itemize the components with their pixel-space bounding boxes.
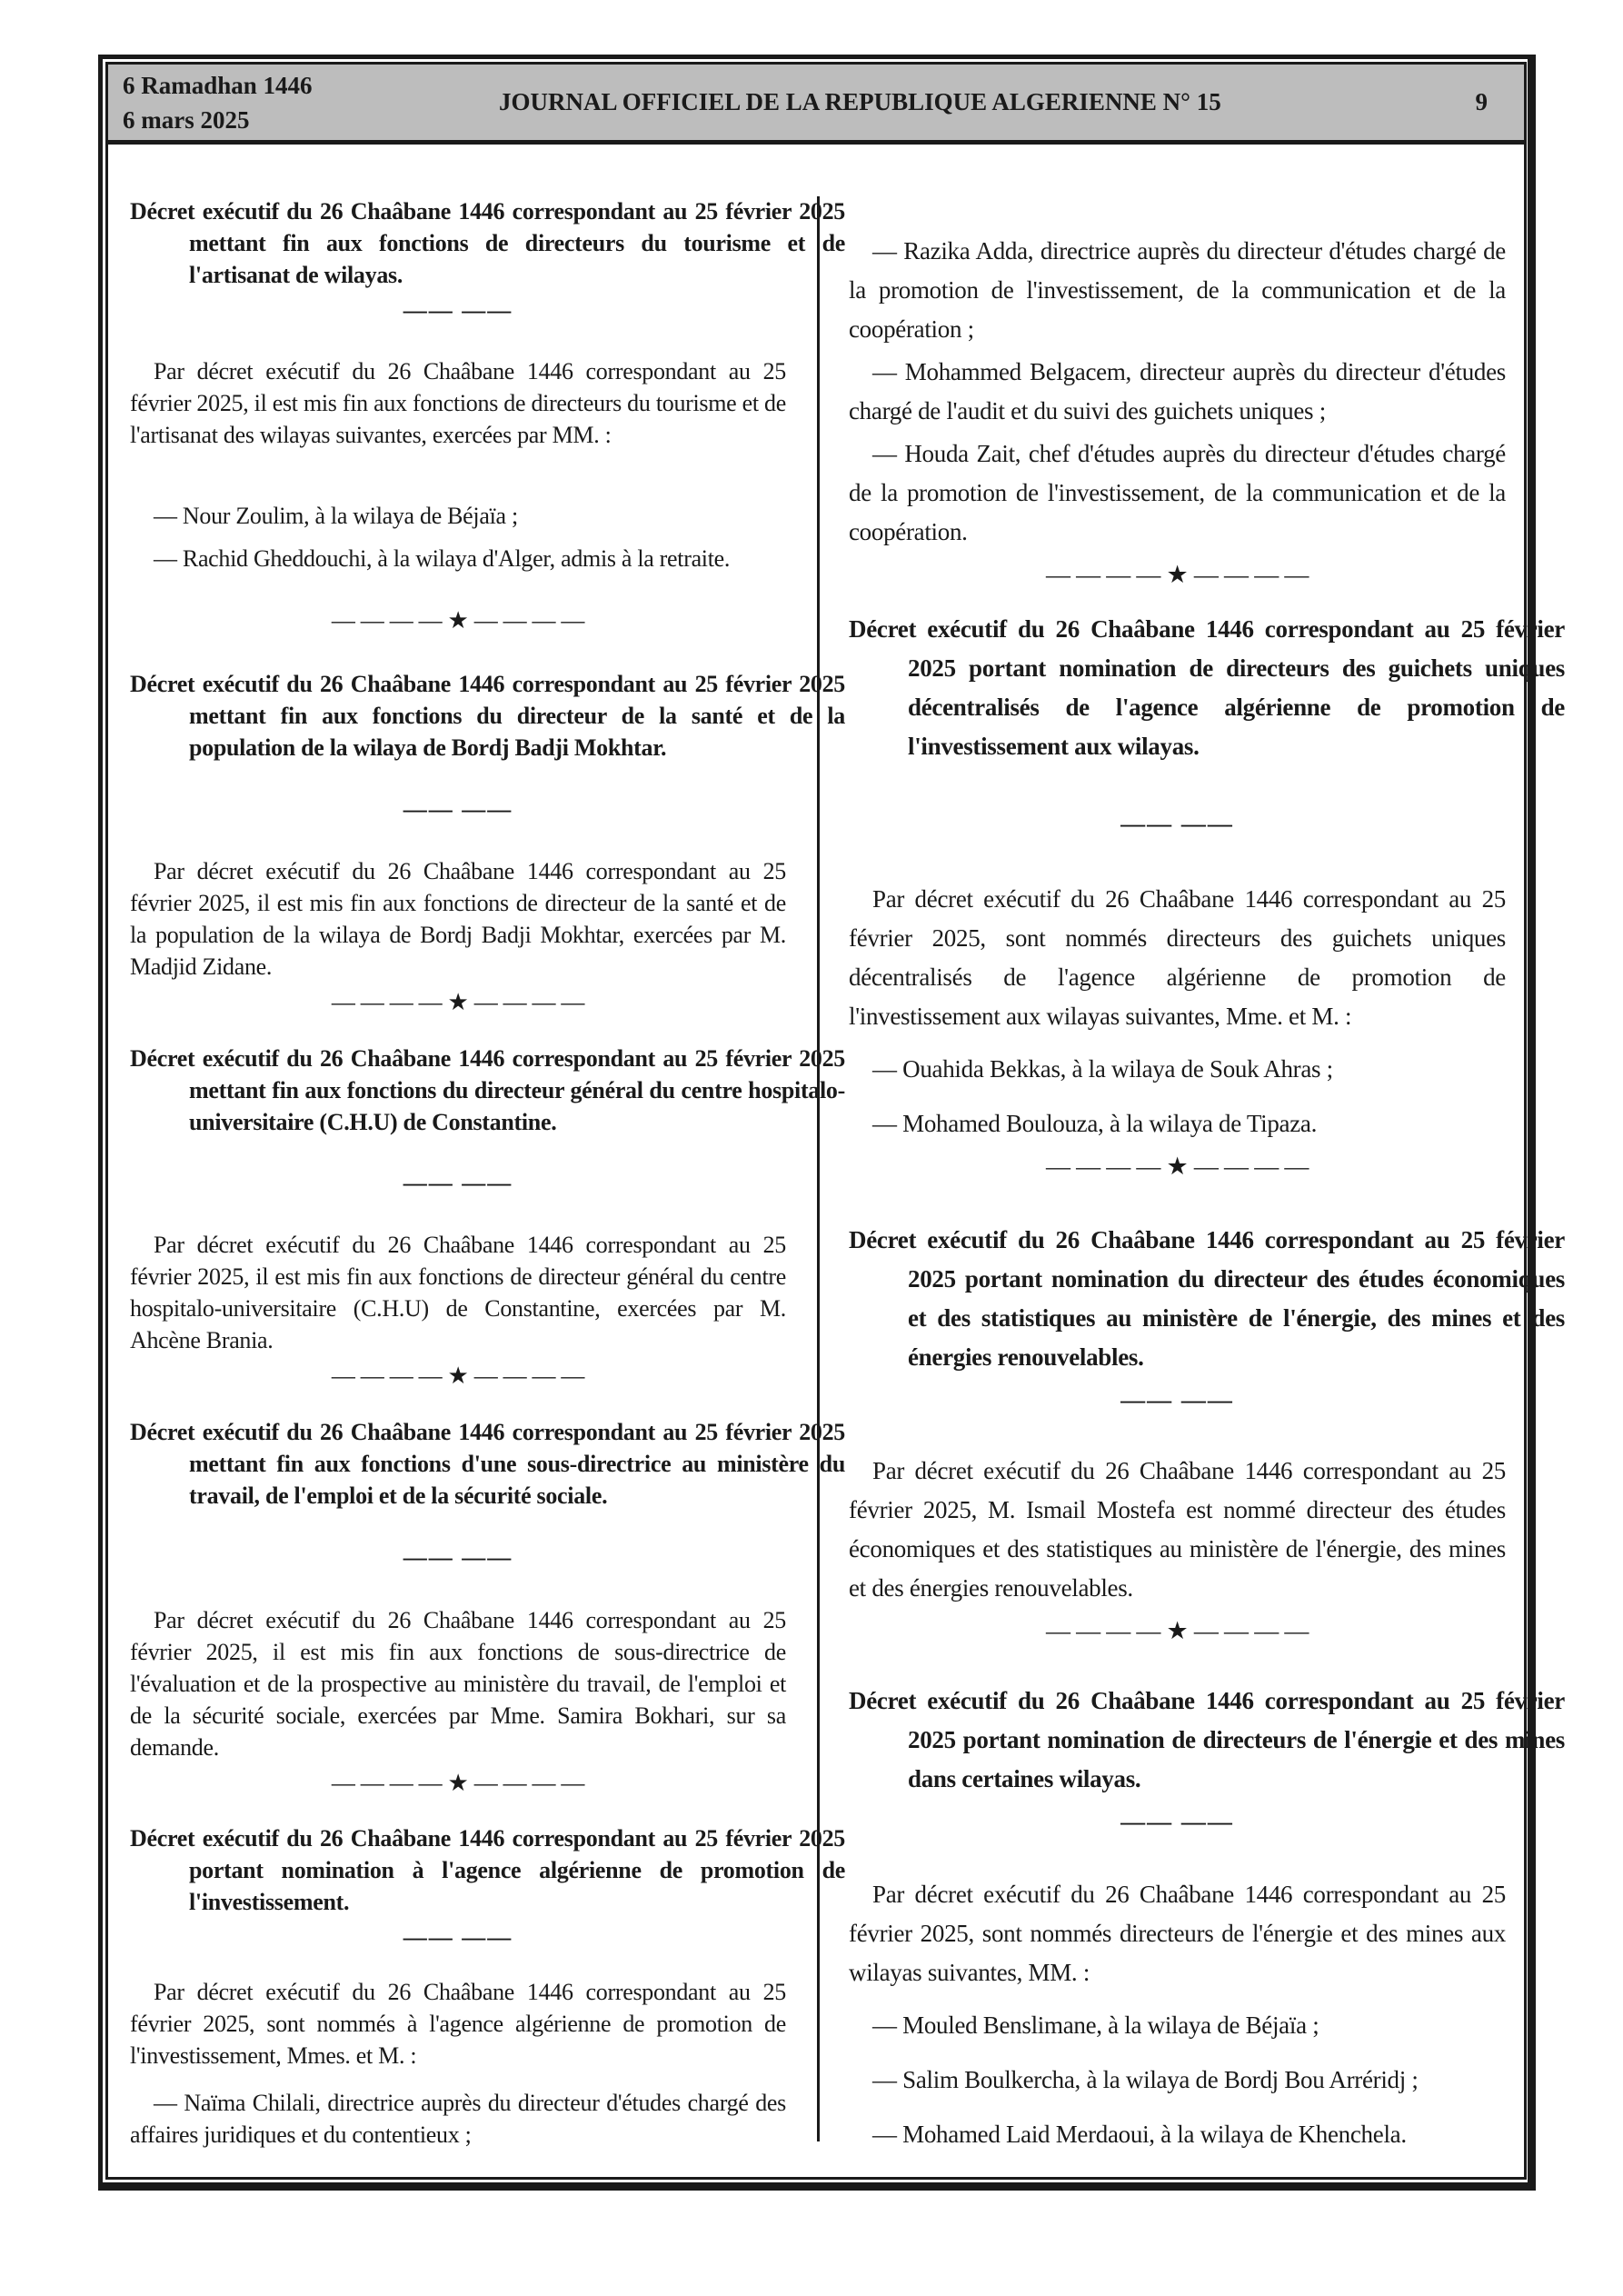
- star-separator: — — — — ★ — — — —: [331, 607, 585, 634]
- decree-paragraph: Par décret exécutif du 26 Chaâbane 1446 correspondant au 25 février 2025, sont nommés directeurs des guichets uniques décentralisés de l'agence algérienne de promotion de l'investissement aux wilayas suivantes, Mme. et M. :: [849, 885, 1506, 1030]
- star-separator: — — — — ★ — — — —: [331, 1770, 585, 1796]
- decree-paragraph: Par décret exécutif du 26 Chaâbane 1446 correspondant au 25 février 2025, il est mis fin aux fonctions de directeur général du centre hospitalo-universitaire (C.H.U) de Constantine, exercées par M. Ahcène Brania.: [130, 1232, 786, 1353]
- title-underline-dashes: —— ——: [403, 297, 513, 324]
- decree-paragraph: Par décret exécutif du 26 Chaâbane 1446 correspondant au 25 février 2025, il est mis fin aux fonctions de sous-directrice de l'évaluation et de la prospective au ministère du travail, de l'emploi et de la sécurité sociale, exercées par Mme. Samira Bokhari, sur sa demande.: [130, 1607, 786, 1761]
- decree-paragraph: Par décret exécutif du 26 Chaâbane 1446 correspondant au 25 février 2025, sont nommés directeurs de l'énergie et des mines aux wilayas suivantes, MM. :: [849, 1881, 1506, 1986]
- title-underline-dashes: —— ——: [1120, 1386, 1234, 1413]
- decree-list-item: — Razika Adda, directrice auprès du directeur d'études chargé de la promotion de l'investissement, de la communication et de la coopération ;: [849, 237, 1506, 343]
- decree-list-item: — Nour Zoulim, à la wilaya de Béjaïa ;: [154, 503, 518, 529]
- star-separator: — — — — ★ — — — —: [1045, 561, 1309, 588]
- title-underline-dashes: —— ——: [403, 1924, 513, 1951]
- decree-title: Décret exécutif du 26 Chaâbane 1446 correspondant au 25 février 2025 portant nomination de directeurs des guichets uniques décentralisés de l'agence algérienne de promotion de l'investissement aux wilayas.: [849, 615, 1565, 760]
- journal-title: JOURNAL OFFICIEL DE LA REPUBLIQUE ALGERIENNE N° 15: [499, 88, 1221, 115]
- star-separator: — — — — ★ — — — —: [331, 989, 585, 1015]
- decree-list-item: — Mouled Benslimane, à la wilaya de Béjaïa ;: [872, 2011, 1319, 2039]
- decree-list-item: — Naïma Chilali, directrice auprès du directeur d'études chargé des affaires juridiques et du contentieux ;: [130, 2090, 786, 2148]
- decree-title: Décret exécutif du 26 Chaâbane 1446 correspondant au 25 février 2025 portant nomination de directeurs de l'énergie et des mines dans certaines wilayas.: [849, 1687, 1565, 1792]
- title-underline-dashes: —— ——: [1120, 810, 1234, 837]
- star-separator: — — — — ★ — — — —: [1045, 1617, 1309, 1644]
- title-underline-dashes: —— ——: [403, 1170, 513, 1196]
- decree-paragraph: Par décret exécutif du 26 Chaâbane 1446 correspondant au 25 février 2025, il est mis fin aux fonctions de directeur de la santé et de la population de la wilaya de Bordj Badji Mokhtar, exercées par M. Madjid Zidane.: [130, 858, 786, 980]
- decree-title: Décret exécutif du 26 Chaâbane 1446 correspondant au 25 février 2025 mettant fin aux fonctions de directeurs du tourisme et de l'artisanat de wilayas.: [130, 198, 845, 288]
- decree-title: Décret exécutif du 26 Chaâbane 1446 correspondant au 25 février 2025 mettant fin aux fonctions d'une sous-directrice au ministère du travail, de l'emploi et de la sécurité sociale.: [130, 1419, 845, 1509]
- gregorian-date: 6 mars 2025: [123, 106, 250, 134]
- decree-paragraph: Par décret exécutif du 26 Chaâbane 1446 correspondant au 25 février 2025, il est mis fin aux fonctions de directeurs du tourisme et de l'artisanat des wilayas suivantes, exercées par MM. :: [130, 358, 786, 448]
- decree-list-item: — Ouahida Bekkas, à la wilaya de Souk Ahras ;: [872, 1055, 1333, 1083]
- decree-paragraph: Par décret exécutif du 26 Chaâbane 1446 correspondant au 25 février 2025, M. Ismail Mostefa est nommé directeur des études économiques et des statistiques au ministère de l'énergie, des mines et des énergies renouvelables.: [849, 1457, 1506, 1602]
- title-underline-dashes: —— ——: [403, 1544, 513, 1571]
- hijri-date: 6 Ramadhan 1446: [123, 72, 313, 99]
- page-header: [108, 65, 1524, 145]
- decree-title: Décret exécutif du 26 Chaâbane 1446 correspondant au 25 février 2025 portant nomination à l'agence algérienne de promotion de l'investissement.: [130, 1825, 845, 1915]
- decree-title: Décret exécutif du 26 Chaâbane 1446 correspondant au 25 février 2025 mettant fin aux fonctions du directeur de la santé et de la population de la wilaya de Bordj Badji Mokhtar.: [130, 671, 845, 761]
- decree-list-item: — Mohammed Belgacem, directeur auprès du directeur d'études chargé de l'audit et du suivi des guichets uniques ;: [849, 358, 1506, 424]
- title-underline-dashes: —— ——: [403, 796, 513, 823]
- decree-paragraph: Par décret exécutif du 26 Chaâbane 1446 correspondant au 25 février 2025, sont nommés à l'agence algérienne de promotion de l'investissement, Mmes. et M. :: [130, 1979, 786, 2069]
- decree-title: Décret exécutif du 26 Chaâbane 1446 correspondant au 25 février 2025 portant nomination du directeur des études économiques et des statistiques au ministère de l'énergie, des mines et des énergies renouvelables.: [849, 1226, 1565, 1371]
- decree-list-item: — Houda Zait, chef d'études auprès du directeur d'études chargé de la promotion de l'investissement, de la communication et de la coopération.: [849, 440, 1506, 545]
- decree-list-item: — Mohamed Laid Merdaoui, à la wilaya de Khenchela.: [872, 2121, 1407, 2148]
- star-separator: — — — — ★ — — — —: [1045, 1153, 1309, 1180]
- decree-list-item: — Salim Boulkercha, à la wilaya de Bordj Bou Arréridj ;: [872, 2066, 1419, 2093]
- decree-list-item: — Rachid Gheddouchi, à la wilaya d'Alger, admis à la retraite.: [154, 545, 731, 572]
- page-number: 9: [1475, 88, 1488, 115]
- decree-title: Décret exécutif du 26 Chaâbane 1446 correspondant au 25 février 2025 mettant fin aux fonctions du directeur général du centre hospitalo-universitaire (C.H.U) de Constantine.: [130, 1045, 845, 1135]
- title-underline-dashes: —— ——: [1120, 1808, 1234, 1835]
- decree-list-item: — Mohamed Boulouza, à la wilaya de Tipaza.: [872, 1110, 1318, 1137]
- star-separator: — — — — ★ — — — —: [331, 1363, 585, 1389]
